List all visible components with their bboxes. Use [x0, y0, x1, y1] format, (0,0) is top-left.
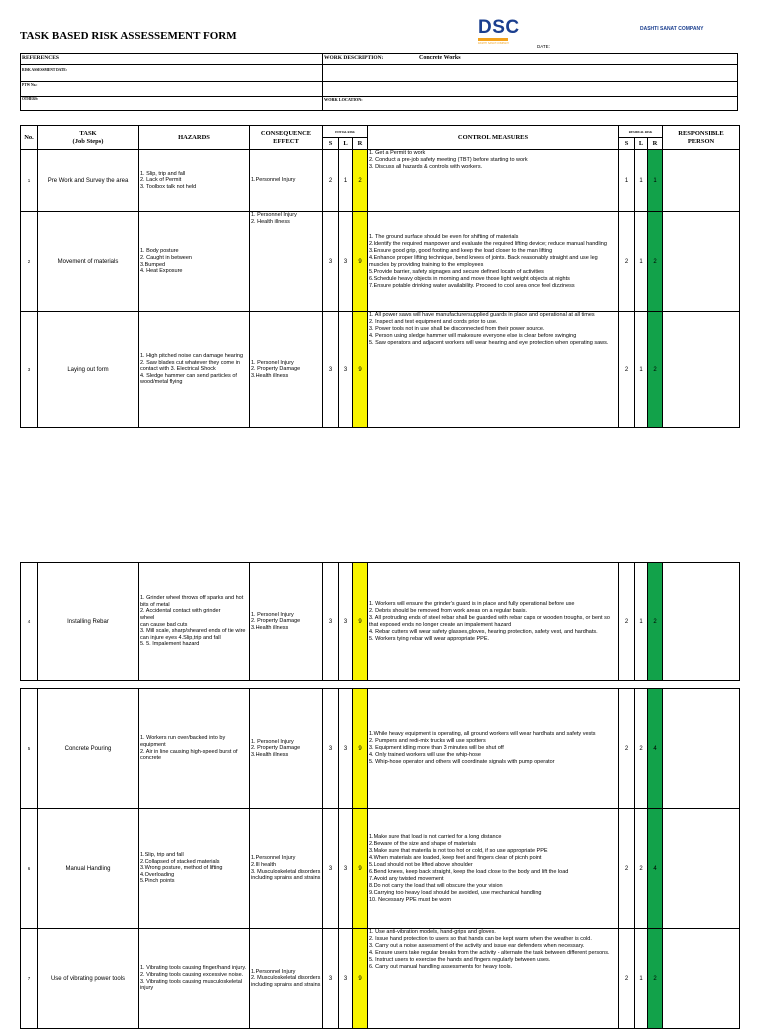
responsible-person-cell: [663, 563, 740, 681]
task-cell: Manual Handling: [38, 809, 139, 929]
residual-r-value: 4: [648, 809, 663, 929]
consequence-item: 1. Personel Injury: [251, 738, 294, 745]
control-measure-item: 1.Make sure that load is not carried for a long distance: [369, 833, 502, 840]
hazard-item: 4.Overloading: [140, 871, 175, 878]
hazard-item: 3. Toolbox talk not held: [140, 183, 197, 190]
risk-table-block-6: [20, 808, 740, 1029]
initial-l-value: 3: [339, 809, 353, 929]
residual-s-value: 2: [619, 689, 635, 809]
initial-s-value: 3: [323, 312, 339, 428]
date-label: DATE:: [537, 44, 550, 49]
hazards-cell: [139, 312, 250, 428]
control-measures-cell: [368, 689, 619, 809]
initial-l-value: 1: [339, 150, 353, 212]
control-measure-item: 2.Beware of the size and shape of materials: [369, 840, 477, 847]
references-label: REFERENCES: [22, 55, 59, 61]
responsible-person-cell: [663, 809, 740, 929]
control-measures-cell: [368, 150, 619, 212]
task-cell: Pre Work and Survey the area: [38, 150, 139, 212]
control-measure-item: 3.Make sure that materila is not too hot or cold, if so use appropriate PPE: [369, 847, 548, 854]
consequence-item: 1.Personnel Injury: [251, 855, 296, 862]
control-measure-item: 2. Pumpers and redi-mix trucks will use spotters: [369, 738, 486, 744]
consequence-item: 3.Health illness: [251, 751, 289, 758]
hazard-item: 2. Caught in between: [140, 254, 192, 261]
row-number: 6: [21, 809, 38, 929]
consequence-cell: [250, 929, 323, 1029]
hazard-item: 3.Bumped: [140, 261, 166, 268]
hazard-item: 1. Vibrating tools causing finger/hand injury.: [140, 965, 247, 972]
risk-row-7: [21, 929, 740, 1029]
initial-s-value: 3: [323, 809, 339, 929]
control-measure-item: 5.Provide barrier, safety signages and secure defined locatn of activities: [369, 268, 544, 275]
risk-row-1: [21, 150, 740, 212]
risk-row-2: [21, 212, 740, 312]
initial-r-value: 9: [353, 929, 368, 1029]
initial-r-value: 9: [353, 312, 368, 428]
task-cell: Concrete Pouring: [38, 689, 139, 809]
control-measures-cell: [368, 563, 619, 681]
consequence-item: 2. Property Damage: [251, 745, 301, 752]
control-measure-item: 1. All power saws will have manufacturersupplied guards in place and operational at all times: [369, 312, 595, 318]
control-measures-cell: [368, 929, 619, 1029]
control-measure-item: 1. Get a Permit to work: [369, 150, 426, 156]
residual-s-value: 2: [619, 563, 635, 681]
control-measure-item: 4.Enhance proper lifting technique, bend knees of joints. Back reasonably straight and use leg muscles by providing training to the employees: [369, 254, 598, 268]
risk-row-4: [21, 563, 740, 681]
risk-table-block-4: [20, 562, 740, 681]
initial-r-value: 9: [353, 809, 368, 929]
work-location-label: WORK LOCATION:: [324, 97, 363, 102]
task-cell: Movement of materials: [38, 212, 139, 312]
hazard-item: 5.Pinch points: [140, 878, 175, 885]
control-measure-item: 6.Bend knees, keep back straight, keep the load close to the body and lift the load: [369, 868, 569, 875]
control-measure-item: 8.Do not carry the load that will obscure the your vision: [369, 882, 503, 889]
risk-row-6: [21, 809, 740, 929]
control-measure-item: 7.Avoid any twisted movement: [369, 875, 444, 882]
hazard-item: 3.Wrong posture, method of lifting: [140, 865, 223, 872]
residual-l-value: 2: [635, 689, 648, 809]
residual-l-value: 1: [635, 150, 648, 212]
control-measure-item: 2. Conduct a pre-job safety meeting (TBT) before starting to work: [369, 157, 528, 163]
initial-l-value: 3: [339, 212, 353, 312]
residual-s-value: 2: [619, 312, 635, 428]
consequence-cell: [250, 689, 323, 809]
consequence-item: 2.Ill health: [251, 861, 277, 868]
company-logo: [478, 18, 544, 45]
control-measure-item: 3.Ensure good grip, good footing and keep the load closer to the man lifting: [369, 247, 553, 254]
hazards-cell: [139, 212, 250, 312]
control-measure-item: 4. Rebar cutters will wear safety glasses,gloves, hearing protection, safety vest, and hardhats.: [369, 628, 598, 635]
col-residual-r: R: [648, 138, 663, 150]
hazard-item: 3. Mill scale, sharp/sheared ends of tie wire can injure eyes 4.Slip,trip and fall: [140, 628, 246, 641]
control-measure-item: 2.Identify the required manpower and evaluate the required lifting device; reduce manual handling: [369, 240, 607, 247]
control-measure-item: 2. Debris should be removed from work areas on a regular basis.: [369, 607, 528, 614]
initial-l-value: 3: [339, 312, 353, 428]
col-initial-r: R: [353, 138, 368, 150]
hazards-cell: [139, 929, 250, 1029]
hazards-cell: [139, 689, 250, 809]
control-measure-item: 5.Load should not be lifted above shoulder: [369, 861, 473, 868]
initial-r-value: 9: [353, 563, 368, 681]
control-measure-item: 3. Carry out a noise assessment of the activity and issue ear defenders when necessary.: [369, 943, 585, 949]
col-residual-l: L: [635, 138, 648, 150]
hazard-item: 4. Heat Exposure: [140, 268, 183, 275]
responsible-person-cell: [663, 312, 740, 428]
residual-s-value: 1: [619, 150, 635, 212]
logo-tagline: DASHTI SANAT COMPANY: [478, 42, 510, 45]
initial-r-value: 9: [353, 212, 368, 312]
control-measure-item: 5. Whip-hose operator and others will coordinate signals with pump operator: [369, 759, 555, 765]
task-cell: Installing Rebar: [38, 563, 139, 681]
consequence-item: 2. Property Damage: [251, 366, 301, 373]
hazard-item: can cause bad cuts: [140, 621, 188, 628]
col-initial-risk: INITIAL RISK: [323, 126, 368, 138]
col-control-measures: CONTROL MEASURES: [368, 126, 619, 150]
row-number: 3: [21, 312, 38, 428]
control-measures-cell: [368, 809, 619, 929]
risk-table-page-1: [20, 125, 740, 428]
control-measure-item: 5. Instruct users to exercise the hands and fingers regularly between uses.: [369, 957, 551, 963]
others-label: OTHERS:: [22, 97, 39, 101]
col-no: No.: [21, 126, 38, 150]
consequence-item: 3. Musculoskeletal disorders: [251, 868, 321, 875]
row-number: 7: [21, 929, 38, 1029]
hazard-item: 4. Sledge hammer can send particles of: [140, 372, 237, 379]
control-measure-item: 10. Necessary PPE must be worn: [369, 896, 452, 903]
control-measure-item: 1.While heavy equipment is operating, all ground workers will wear hardhats and safety vests: [369, 731, 596, 737]
col-initial-s: S: [323, 138, 339, 150]
col-residual-risk: RESIDUAL RISK: [619, 126, 663, 138]
control-measure-item: 6.Schedule heavy objects in morning and move those light weight objects at nights: [369, 275, 570, 282]
task-cell: Laying out form: [38, 312, 139, 428]
residual-s-value: 2: [619, 929, 635, 1029]
control-measure-item: 4.When materials are loaded, keep feet and fingers clear of picnh point: [369, 854, 542, 861]
control-measure-item: 5. Workers tying rebar will wear appropriate PPE.: [369, 635, 490, 642]
company-name: DASHTI SANAT COMPANY: [640, 26, 704, 32]
control-measure-item: 4. Person using sledge hammer will makesure everyone else is clear before swinging: [369, 333, 577, 339]
initial-l-value: 3: [339, 563, 353, 681]
residual-r-value: 4: [648, 689, 663, 809]
risk-table-block-5: [20, 688, 740, 809]
residual-s-value: 2: [619, 212, 635, 312]
risk-rows-block-6: [21, 809, 740, 1029]
control-measure-item: 9.Carrying too heavy load should be avoided, use mechanical handling: [369, 889, 542, 896]
initial-r-value: 9: [353, 689, 368, 809]
residual-r-value: 2: [648, 563, 663, 681]
initial-s-value: 3: [323, 212, 339, 312]
initial-l-value: 3: [339, 929, 353, 1029]
col-initial-l: L: [339, 138, 353, 150]
hazard-item: 3. Vibrating tools causing musculoskeletal injury: [140, 978, 243, 992]
consequence-item: 1. Personel Injury: [251, 611, 294, 618]
risk-row-3: [21, 312, 740, 428]
consequence-item: 1.Personnel Injury: [251, 968, 296, 975]
consequence-item: including sprains and strains: [251, 981, 321, 988]
initial-l-value: 3: [339, 689, 353, 809]
initial-r-value: 2: [353, 150, 368, 212]
risk-rows-block-5: [21, 689, 740, 809]
residual-l-value: 1: [635, 212, 648, 312]
control-measure-item: 6. Carry out manual handling assessments for heavy tools.: [369, 964, 513, 970]
residual-r-value: 2: [648, 312, 663, 428]
residual-r-value: 1: [648, 150, 663, 212]
control-measure-item: 1. Use anti-vibration models, hand-grips and gloves.: [369, 929, 496, 935]
col-responsible: RESPONSIBLE PERSON: [663, 126, 740, 150]
consequence-cell: [250, 212, 323, 312]
residual-r-value: 2: [648, 929, 663, 1029]
consequence-item: 2. Property Damage: [251, 618, 301, 625]
consequence-item: 2. Musculoskeletal disorders: [251, 975, 321, 982]
control-measure-item: 4. Only trained workers will use the whip-hose: [369, 752, 481, 758]
control-measure-item: 3. All protruding ends of steel rebar shall be guarded with rebar caps or wooden troughs, or bent so that exposed ends no longer create an impalement hazard: [369, 614, 610, 628]
control-measure-item: 4. Ensure users take regular breaks from the activity - alternate the task between different persons.: [369, 950, 610, 956]
logo-text: DSC: [478, 17, 520, 38]
hazard-item: 1.Slip, trip and fall: [140, 852, 184, 859]
control-measures-cell: [368, 212, 619, 312]
hazard-item: 2. Vibrating tools causing excessive noise.: [140, 971, 244, 978]
consequence-cell: [250, 312, 323, 428]
responsible-person-cell: [663, 212, 740, 312]
risk-rows-page-1: [21, 150, 740, 428]
responsible-person-cell: [663, 689, 740, 809]
initial-s-value: 2: [323, 150, 339, 212]
initial-s-value: 3: [323, 563, 339, 681]
hazard-item: 2. Accidental contact with grinder: [140, 608, 221, 615]
hazard-item: 1. Body posture: [140, 248, 179, 255]
hazard-item: 2. Lack of Permit: [140, 177, 182, 184]
row-number: 5: [21, 689, 38, 809]
residual-l-value: 2: [635, 809, 648, 929]
hazards-cell: [139, 809, 250, 929]
hazard-item: 5. 5. Impalement hazard: [140, 641, 200, 648]
risk-rows-block-4: [21, 563, 740, 681]
consequence-item: 3.Health illness: [251, 624, 289, 631]
hazard-item: 1. High pitched noise can damage hearing: [140, 353, 244, 360]
responsible-person-cell: [663, 150, 740, 212]
hazard-item: wood/metal flying: [140, 379, 183, 386]
control-measure-item: 1. Workers will ensure the grinder's guard is in place and fully operational before use: [369, 600, 575, 607]
hazard-item: 1. Workers run over/backed into by equipment: [140, 735, 226, 748]
control-measure-item: 1. The ground surface should be even for shifting of materials: [369, 233, 519, 240]
consequence-item: 1. Personel Injury: [251, 359, 294, 366]
work-description-value: Concrete Works: [419, 55, 461, 61]
initial-s-value: 3: [323, 929, 339, 1029]
control-measure-item: 3. Equipment idling more than 3 minutes will be shut off: [369, 745, 504, 751]
consequence-cell: [250, 150, 323, 212]
col-hazards: HAZARDS: [139, 126, 250, 150]
consequence-item: 1. Personnel Injury: [251, 212, 297, 218]
residual-l-value: 1: [635, 312, 648, 428]
residual-l-value: 1: [635, 929, 648, 1029]
col-consequence: CONSEQUENCE EFFECT: [250, 126, 323, 150]
residual-r-value: 2: [648, 212, 663, 312]
risk-row-5: [21, 689, 740, 809]
row-number: 2: [21, 212, 38, 312]
risk-date-label: RISK ASSESSMENT DATE:: [22, 68, 68, 72]
control-measure-item: 7.Ensure potable drinking water availability. Proceed to cool area once feel dizziness: [369, 282, 575, 289]
consequence-item: including sprains and strains: [251, 875, 321, 882]
consequence-item: 3.Health illness: [251, 372, 289, 379]
consequence-item: 1.Personnel Injury: [251, 177, 296, 184]
row-number: 4: [21, 563, 38, 681]
control-measures-cell: [368, 312, 619, 428]
hazards-cell: [139, 150, 250, 212]
col-task: TASK (Job Steps): [38, 126, 139, 150]
work-description-label: WORK DESCRIPTION:: [324, 55, 384, 61]
row-number: 1: [21, 150, 38, 212]
control-measure-item: 3. Discuss all hazards & controls with workers.: [369, 164, 483, 170]
reference-block: [20, 53, 738, 111]
hazard-item: 1. Slip, trip and fall: [140, 170, 186, 177]
consequence-cell: [250, 563, 323, 681]
control-measure-item: 5. Saw operators and adjacent workers will wear hearing and eye protection when operating saws.: [369, 340, 609, 346]
control-measure-item: 2. Inspect and test equipment and cords prior to use.: [369, 319, 498, 325]
residual-l-value: 1: [635, 563, 648, 681]
responsible-person-cell: [663, 929, 740, 1029]
hazard-item: wheel: [140, 614, 155, 621]
form-title: TASK BASED RISK ASSESSEMENT FORM: [20, 30, 237, 42]
consequence-item: 2. Health illness: [251, 218, 290, 225]
hazard-item: 1. Grinder wheel throws off sparks and hot bits of metal: [140, 595, 244, 608]
hazard-item: 2.Collapsed of stacked materials: [140, 858, 220, 865]
initial-s-value: 3: [323, 689, 339, 809]
hazard-item: 2. Air in line causing high-speed burst of concrete: [140, 748, 238, 762]
control-measure-item: 3. Power tools not in use shall be disconnected from their power source.: [369, 326, 545, 332]
ptw-label: PTW No.:: [22, 83, 38, 87]
residual-s-value: 2: [619, 809, 635, 929]
hazard-item: 2. Saw blades cut whatever they come in contact with 3. Electrical Shock: [140, 359, 240, 373]
control-measure-item: 2. Issue hand protection to users so that hands can be kept warm when the weather is cold.: [369, 936, 592, 942]
hazards-cell: [139, 563, 250, 681]
task-cell: Use of vibrating power tools: [38, 929, 139, 1029]
col-residual-s: S: [619, 138, 635, 150]
consequence-cell: [250, 809, 323, 929]
logo-underline: [478, 38, 508, 41]
